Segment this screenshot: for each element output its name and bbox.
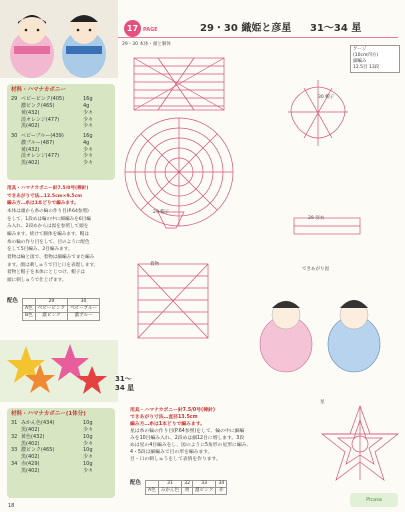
table-header: 32 — [182, 481, 193, 488]
sleeve-chart-29 — [294, 218, 360, 234]
material-qty: 16g — [83, 96, 93, 103]
method-line: 編み方…糸は1本どりで編みます。 — [7, 201, 79, 207]
table-header: 29 — [35, 299, 67, 306]
doll-photo — [0, 0, 118, 78]
material-name: 黒(402) — [21, 467, 40, 474]
material-row — [11, 461, 111, 468]
material-qty: 少々 — [83, 153, 94, 160]
page-title: 29・30 織姫と彦星 — [200, 23, 292, 34]
material-row — [11, 454, 111, 461]
material-qty: 少々 — [83, 454, 94, 461]
table-row — [23, 313, 100, 320]
table-header: 34 — [216, 481, 227, 488]
page-number-badge: 17 — [124, 20, 141, 37]
material-qty: 少々 — [83, 427, 94, 434]
table-cell: A色 — [146, 488, 159, 495]
material-name: 黒(402) — [21, 454, 40, 461]
material-number: 34 — [11, 460, 18, 467]
color-table-label: 配色 — [7, 298, 19, 304]
instruction-line: をして、1段めは輪の中に細編みを6目編 — [7, 216, 91, 222]
material-qty: 少々 — [83, 467, 94, 474]
table-cell: A色 — [23, 306, 36, 313]
material-row — [11, 160, 111, 167]
material-name: 淡オレンジ(477) — [21, 153, 60, 160]
material-qty: 16g — [83, 133, 93, 140]
materials-heading-bottom: 材料・ハマナカボニー(1体分) — [11, 411, 86, 417]
material-row — [11, 427, 111, 434]
instruction-line: みを10目編み入れ、2段めは細12目に増します。3段 — [130, 435, 245, 441]
material-name: 黄(432) — [21, 109, 40, 116]
material-name: 黒(402) — [21, 160, 40, 167]
table-row — [146, 488, 227, 495]
label-hat30: 30 帽子 — [318, 95, 335, 100]
page-word: PAGE — [143, 27, 158, 33]
instructions-top — [7, 186, 119, 286]
table-cell: 黄 — [182, 488, 193, 495]
material-number: 29 — [11, 96, 18, 103]
material-qty: 少々 — [83, 109, 94, 116]
stars-section-label: 31〜34 星 — [115, 375, 141, 385]
material-name: みかん色(434) — [21, 420, 55, 427]
table-cell: ベビーブルー — [68, 306, 100, 313]
material-row — [11, 133, 111, 140]
material-name: 黄(432) — [21, 146, 40, 153]
material-qty: 4g — [83, 103, 90, 110]
color-table-grid — [22, 298, 100, 321]
material-name: 濃ピンク(465) — [21, 103, 55, 110]
gauge-title: ゲージ — [353, 47, 367, 52]
material-row — [11, 103, 111, 110]
materials-box-bottom — [7, 408, 115, 498]
table-header: 30 — [68, 299, 100, 306]
material-number: 30 — [11, 133, 18, 140]
watermark-logo: Picasa — [350, 493, 398, 507]
hat-chart-30 — [288, 80, 348, 146]
material-name: 赤(429) — [21, 460, 40, 467]
instruction-line: ます。顔は刺しゅうで目と口を表現します。 — [7, 262, 99, 268]
material-number: 31 — [11, 420, 18, 427]
table-cell: ベビーピンク — [35, 306, 67, 313]
table-header — [146, 481, 159, 488]
label-stars: 星 — [320, 400, 325, 405]
instruction-line: み入れ、2段めからは図を参照して頭を — [7, 224, 89, 230]
instruction-line: 本体は頭から糸の輪の作り目(P.64参照) — [7, 208, 89, 214]
materials-box-top — [7, 84, 115, 180]
material-qty: 少々 — [83, 123, 94, 130]
page-footer-number: 18 — [8, 503, 15, 509]
body-chart — [125, 58, 233, 226]
label-kimono: 着物 — [150, 262, 159, 267]
label-finished: できあがり図 — [302, 267, 329, 272]
material-name: 濃ピンク(465) — [21, 447, 55, 454]
material-qty: 10g — [83, 433, 93, 440]
material-row — [11, 140, 111, 147]
instructions-bottom — [130, 408, 310, 464]
label-body-chart: 29・30 本体・頭と胴体 — [122, 42, 171, 47]
table-cell: 赤 — [216, 488, 227, 495]
material-name: ベビーピンク(405) — [21, 96, 65, 103]
material-name: ベビーブルー(439) — [21, 133, 64, 140]
gauge-values: 12.5目 13段 — [353, 65, 380, 71]
material-qty: 少々 — [83, 116, 94, 123]
table-cell: 濃ピンク — [35, 313, 67, 320]
gauge-row2: 細編み — [353, 59, 367, 65]
color-table-grid-bottom — [145, 480, 227, 495]
material-name: 黒(402) — [21, 440, 40, 447]
instruction-line: 編みます。続けて胴体を編みます。帽は — [7, 231, 89, 237]
instruction-line: をして5目編み、2目編みます。 — [7, 247, 73, 253]
table-row — [23, 306, 100, 313]
doll-illustration — [0, 0, 118, 78]
tools-line-bottom: 用具・ハマナカボニー針7.5/0号(棒針) — [130, 408, 216, 413]
material-qty: 少々 — [83, 146, 94, 153]
instruction-line: 4・5段は細編みで目の形を編みます。 — [130, 449, 213, 455]
material-qty: 4g — [83, 139, 90, 146]
material-name: 淡オレンジ(477) — [21, 116, 60, 123]
material-number: 32 — [11, 433, 18, 440]
materials-heading: 材料・ハマナカボニー — [11, 87, 66, 93]
size-line: できあがり寸法…12.5cm×9.5cm — [7, 193, 83, 199]
material-name: 黒(402) — [21, 123, 40, 130]
material-qty: 10g — [83, 420, 93, 427]
table-header: 31 — [158, 481, 181, 488]
kimono-chart — [138, 264, 208, 338]
star-chart — [318, 400, 403, 490]
stars-photo — [0, 340, 118, 402]
material-row — [11, 434, 111, 441]
gauge-row1: (10cm四方) — [353, 53, 379, 59]
table-cell: 濃ブルー — [68, 313, 100, 320]
label-hat29: 29 帽子 — [153, 210, 170, 215]
table-cell: B色 — [23, 313, 36, 320]
gauge-box — [350, 45, 400, 73]
material-number: 33 — [11, 447, 18, 454]
crochet-diagrams — [118, 40, 405, 375]
instruction-line: 着物は輪と図で、着物は細編みでまた編み — [7, 254, 95, 260]
finished-figures — [260, 300, 380, 372]
material-row — [11, 110, 111, 117]
material-name: 濃ブルー(487) — [21, 139, 55, 146]
material-row — [11, 123, 111, 130]
size-line-bottom: できあがり寸法…直径13.5cm — [130, 414, 198, 420]
color-table-label-bottom: 配色 — [130, 480, 142, 486]
table-header — [23, 299, 36, 306]
table-cell: 濃ピンク — [193, 488, 216, 495]
instruction-line: 頭に刺しゅうで仕上げます。 — [7, 277, 67, 283]
material-qty: 少々 — [83, 160, 94, 167]
tools-line: 用具・ハマナカボニー針7.5/0号(棒針) — [7, 186, 89, 191]
table-header: 33 — [193, 481, 216, 488]
method-line-bottom: 編み方…糸は1本どりで編みます。 — [130, 421, 205, 427]
page-subtitle: 31〜34 星 — [310, 23, 362, 34]
color-table-top — [7, 298, 100, 321]
material-qty: 10g — [83, 460, 93, 467]
material-qty: 少々 — [83, 440, 94, 447]
table-cell: みかん色 — [158, 488, 181, 495]
instruction-line: めは星の4目編みをし、図のように5角形の星形に編み、 — [130, 442, 252, 448]
material-name: 黄色(432) — [21, 433, 45, 440]
material-name: 黒(402) — [21, 427, 40, 434]
instruction-line: 星は糸の輪の作り目(P.64参照)をして、輪の中に細編 — [130, 428, 245, 434]
instruction-line: 目・口の刺しゅうをして表情を作ります。 — [130, 456, 221, 462]
label-sleeve29: 29 羽衣 — [308, 216, 325, 221]
instruction-line: 着物と帽子を本体にとじつけ、帽子は — [7, 270, 85, 276]
material-qty: 10g — [83, 447, 93, 454]
stars-illustration — [0, 340, 118, 402]
instruction-line: 糸の輪の作り目をして、目のように配色 — [7, 239, 90, 245]
color-table-bottom — [130, 480, 227, 495]
material-row — [11, 468, 111, 475]
